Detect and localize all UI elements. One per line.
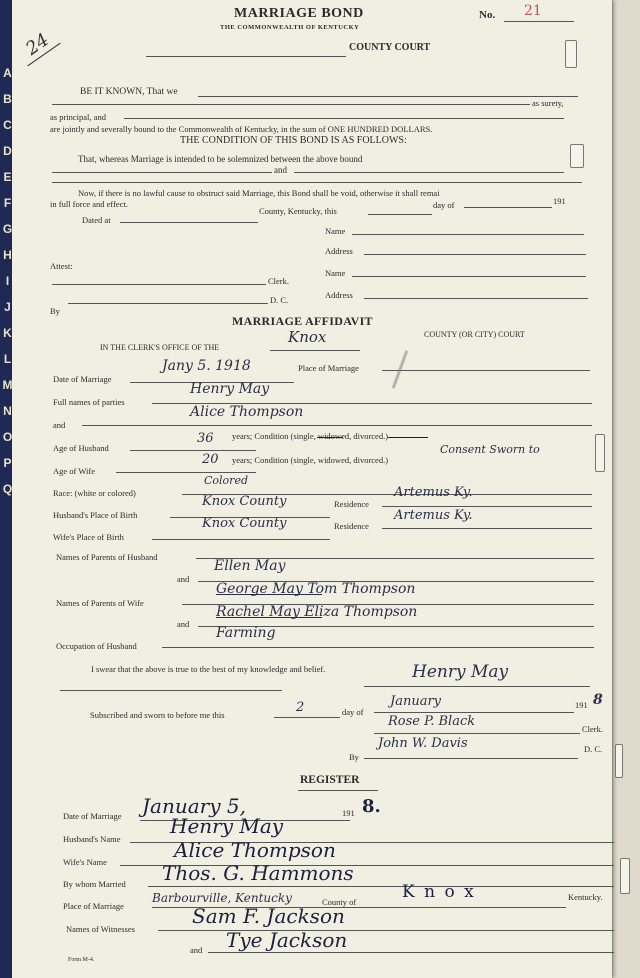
now-if-rule — [52, 182, 582, 183]
by-label: By — [50, 306, 60, 316]
index-tab-o: O — [2, 430, 13, 444]
page-notch-5 — [620, 858, 630, 894]
wife-residence-line — [382, 528, 592, 529]
dc-sig-line — [364, 758, 578, 759]
parents-husband-and: and — [177, 574, 190, 584]
subscribed-month-line — [374, 712, 574, 713]
bond-year: 191 — [553, 196, 566, 206]
attest-label: Attest: — [50, 261, 73, 271]
occupation-line — [162, 647, 594, 648]
clerk-label: Clerk. — [268, 276, 290, 286]
husband-birth-value: Knox County — [202, 494, 287, 509]
register-witnesses-label: Names of Witnesses — [66, 924, 135, 934]
subscribed-month: January — [390, 694, 442, 709]
husband-residence-line — [382, 506, 592, 507]
page-notch-3 — [595, 434, 605, 472]
index-tab-j: J — [4, 300, 11, 314]
age-husband-label: Age of Husband — [53, 443, 109, 453]
no-line — [504, 21, 574, 22]
register-date-value: January 5, — [142, 794, 246, 818]
marriage-bond-document — [12, 0, 612, 978]
affidavit-dc-label: D. C. — [584, 744, 603, 754]
register-year-digit: 8. — [362, 796, 381, 817]
age-wife-condition: years; Condition (single, widowed, divorced.) — [232, 455, 389, 465]
register-county-of: County of — [322, 897, 357, 907]
index-tab-d: D — [3, 144, 12, 158]
index-tab-b: B — [3, 92, 12, 106]
register-wife-label: Wife's Name — [63, 857, 107, 867]
husband-birth-label: Husband's Place of Birth — [53, 510, 138, 520]
address-label-1: Address — [325, 246, 353, 256]
name-label-1: Name — [325, 226, 346, 236]
full-names-label: Full names of parties — [53, 397, 125, 407]
address-line-1 — [364, 254, 586, 255]
affidavit-county-line — [270, 350, 360, 351]
and-parties-line — [82, 425, 592, 426]
county-line — [146, 56, 346, 57]
wife-birth-line — [152, 539, 330, 540]
dc-label: D. C. — [270, 295, 289, 305]
strike-single — [317, 437, 343, 438]
address-line-2 — [364, 298, 588, 299]
in-full-force: in full force and effect. — [50, 199, 128, 209]
place-of-marriage-label: Place of Marriage — [298, 363, 359, 373]
strike-divorced — [388, 437, 428, 438]
subscribed-day: 2 — [296, 700, 305, 715]
month-line — [464, 207, 552, 208]
page-notch-4 — [615, 744, 623, 778]
affidavit-county-court: COUNTY (OR CITY) COURT — [424, 330, 525, 339]
register-witness-1: Sam F. Jackson — [192, 904, 345, 928]
parents-husband-label: Names of Parents of Husband — [56, 552, 158, 562]
husband-residence-value: Artemus Ky. — [394, 485, 473, 500]
bond-subtitle: THE COMMONWEALTH OF KENTUCKY — [220, 24, 360, 31]
register-kentucky: Kentucky. — [568, 892, 603, 902]
register-county-value: K n o x — [402, 882, 476, 902]
age-wife-line — [116, 472, 256, 473]
affidavit-by-label: By — [349, 752, 359, 762]
principal-line: as principal, and — [50, 112, 106, 122]
county-court-label: COUNTY COURT — [349, 42, 431, 53]
wife-residence-value: Artemus Ky. — [394, 508, 473, 523]
whereas-rule-1 — [52, 172, 272, 173]
wife-birth-label: Wife's Place of Birth — [53, 532, 124, 542]
register-by-whom-line — [148, 886, 614, 887]
and-label: and — [274, 165, 287, 175]
index-tab-k: K — [3, 326, 12, 340]
register-wife-value: Alice Thompson — [174, 838, 336, 862]
register-date-label: Date of Marriage — [63, 811, 122, 821]
husband-full-name: Henry May — [190, 381, 270, 397]
husband-residence-label: Residence — [334, 499, 369, 509]
back-sheet-2 — [612, 0, 640, 978]
occupation-value: Farming — [216, 625, 276, 641]
name-label-2: Name — [325, 268, 346, 278]
clerk-signature: Rose P. Black — [388, 714, 476, 729]
parents-wife-and: and — [177, 619, 190, 629]
clerk-sig-line — [374, 733, 580, 734]
wife-birth-value: Knox County — [202, 516, 287, 531]
register-underline — [298, 790, 378, 791]
principal-rule — [124, 118, 564, 119]
be-it-known-line — [198, 96, 578, 97]
subscribed-day-line — [274, 717, 340, 718]
affidavit-title: MARRIAGE AFFIDAVIT — [232, 314, 373, 328]
be-it-known: BE IT KNOWN, That we — [80, 87, 178, 97]
wife-residence-label: Residence — [334, 521, 369, 531]
parents-wife-strike-2 — [216, 617, 322, 618]
register-place-label: Place of Marriage — [63, 901, 124, 911]
day-of: day of — [433, 200, 455, 210]
age-wife-label: Age of Wife — [53, 466, 95, 476]
parents-wife-label: Names of Parents of Wife — [56, 598, 144, 608]
as-surety: as surety, — [532, 98, 564, 108]
name-line-2 — [352, 276, 586, 277]
register-husband-value: Henry May — [170, 814, 284, 838]
bond-title: MARRIAGE BOND — [234, 6, 364, 21]
age-husband-condition: years; Condition (single, widowed, divorced.) — [232, 431, 389, 441]
name-line-1 — [352, 234, 584, 235]
whereas-rule-2 — [294, 172, 564, 173]
register-witness-2-line — [208, 952, 614, 953]
dc-line — [68, 303, 268, 304]
parents-wife-value-1: George May Tom Thompson — [216, 581, 416, 597]
swear-statement: I swear that the above is true to the best of my knowledge and belief. — [91, 664, 326, 674]
parents-wife-value-2: Rachel May Eliza Thompson — [216, 604, 418, 620]
condition-heading: THE CONDITION OF THIS BOND IS AS FOLLOWS: — [180, 135, 407, 146]
date-of-marriage-label: Date of Marriage — [53, 374, 112, 384]
index-tab-m: M — [2, 378, 13, 392]
and-parties-label: and — [53, 420, 66, 430]
bound-line: are jointly and severally bound to the Commonwealth of Kentucky, in the sum of ONE HUNDRED DOLLARS. — [50, 124, 433, 134]
register-year-prefix: 191 — [342, 808, 355, 818]
register-by-whom-value: Thos. G. Hammons — [162, 861, 354, 885]
race-label: Race: (white or colored) — [53, 488, 136, 498]
register-title: REGISTER — [300, 774, 360, 786]
subscribed-year-prefix: 191 — [575, 700, 588, 710]
parents-wife-strike-1 — [216, 594, 322, 595]
affidavit-county: Knox — [288, 328, 327, 346]
index-tab-c: C — [3, 118, 12, 132]
index-tab-i: I — [5, 274, 10, 288]
subscribed-label: Subscribed and sworn to before me this — [90, 710, 225, 720]
dated-at: Dated at — [82, 215, 111, 225]
index-tab-e: E — [3, 170, 12, 184]
age-wife-value: 20 — [202, 452, 219, 467]
form-number: Form M-4. — [68, 957, 95, 963]
swear-left-line — [60, 690, 282, 691]
wife-full-name: Alice Thompson — [190, 404, 304, 420]
index-tab-n: N — [3, 404, 12, 418]
age-husband-value: 36 — [197, 431, 214, 446]
affidavit-clerk-label: Clerk. — [582, 724, 604, 734]
corner-mark: 24 — [22, 29, 53, 60]
dc-signature: John W. Davis — [378, 736, 468, 751]
index-tab-f: F — [3, 196, 12, 210]
wife-consent-note: Consent Sworn to — [440, 443, 540, 456]
surety-line — [52, 104, 530, 105]
clerk-line — [52, 284, 266, 285]
register-by-whom-label: By whom Married — [63, 879, 126, 889]
index-tab-l: L — [3, 352, 12, 366]
subscribed-day-of: day of — [342, 707, 364, 717]
signature-line — [364, 686, 590, 687]
page-notch-2 — [570, 144, 584, 168]
in-clerks-office: IN THE CLERK'S OFFICE OF THE — [100, 343, 220, 352]
register-witness-2: Tye Jackson — [226, 928, 348, 952]
register-witness-and: and — [190, 945, 203, 955]
dated-at-line — [120, 222, 258, 223]
occupation-label: Occupation of Husband — [56, 641, 137, 651]
date-of-marriage-value: Jany 5. 1918 — [162, 358, 251, 374]
bond-no-label: No. — [479, 9, 496, 21]
register-husband-label: Husband's Name — [63, 834, 121, 844]
parents-husband-value: Ellen May — [214, 558, 286, 574]
whereas-text: That, whereas Marriage is intended to be solemnized between the above bound — [78, 154, 363, 164]
address-label-2: Address — [325, 290, 353, 300]
subscribed-year-digit: 8 — [593, 692, 603, 708]
page-notch — [565, 40, 577, 68]
place-of-marriage-line — [382, 370, 590, 371]
index-tab-p: P — [3, 456, 12, 470]
race-value: Colored — [204, 474, 248, 487]
age-husband-line — [130, 450, 256, 451]
now-if-text: Now, if there is no lawful cause to obstruct said Marriage, this Bond shall be void, otherwise it shall remai — [78, 188, 440, 198]
bond-number: 21 — [524, 3, 542, 19]
index-tab-q: Q — [2, 482, 13, 496]
index-tab-a: A — [3, 66, 12, 80]
affiant-signature: Henry May — [412, 662, 509, 682]
day-line — [368, 214, 432, 215]
county-ky: County, Kentucky, this — [259, 206, 337, 216]
index-tab-h: H — [3, 248, 12, 262]
register-place-value: Barbourville, Kentucky — [152, 891, 292, 905]
index-tab-g: G — [2, 222, 13, 236]
